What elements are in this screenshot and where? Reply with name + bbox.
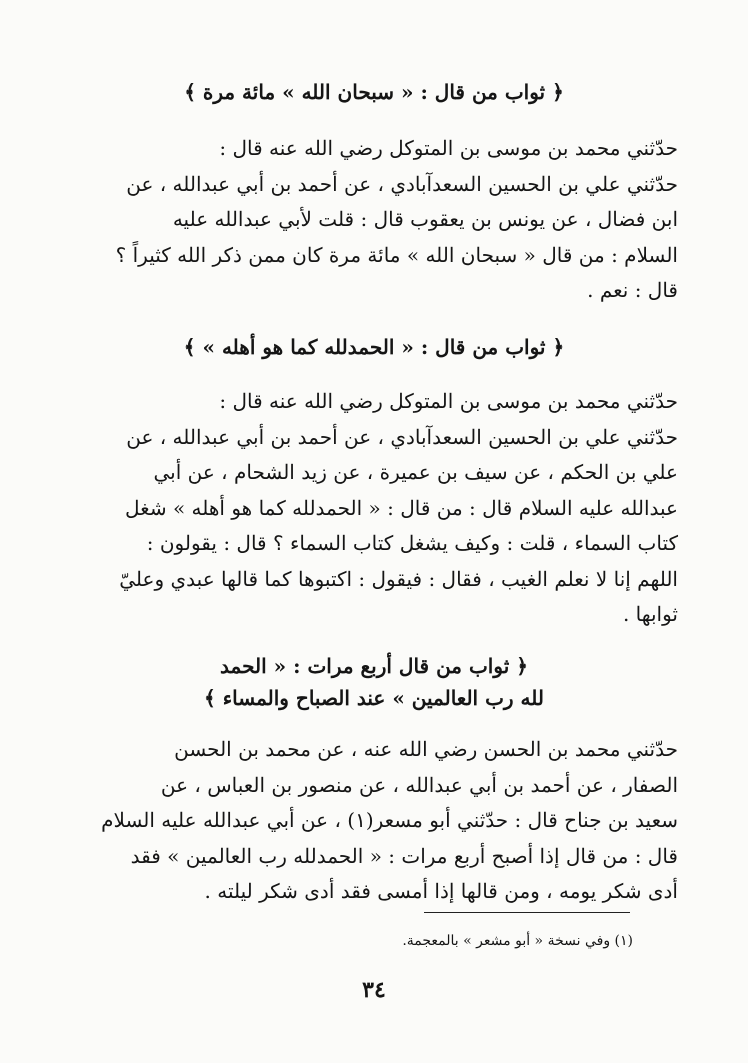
section-heading: ﴿ ثواب من قال : « سبحان الله » مائة مرة ﴾ [184,80,564,104]
body-line: حدّثني علي بن الحسين السعدآبادي ، عن أحمد بن أبي عبدالله ، عن [126,171,678,196]
body-line: قال : نعم . [587,278,678,302]
heading-line: لله رب العالمين » عند الصباح والمساء ﴾ [204,686,544,710]
section-heading [70,650,678,714]
body-line: ابن فضال ، عن يونس بن يعقوب قال : قلت لأبي عبدالله عليه [172,207,678,231]
body-line: الصفار ، عن أحمد بن أبي عبدالله ، عن منصور بن العباس ، عن [160,772,678,797]
section-tasbih [70,76,678,309]
body-line: حدّثني محمد بن موسى بن المتوكل رضي الله عنه قال : [219,389,678,413]
section-hamd-ahl [70,331,678,633]
body-line: كتاب السماء ، قلت : وكيف يشغل كتاب السماء ؟ قال : يقولون : [146,531,678,555]
body-line: أدى شكر يومه ، ومن قالها إذا أمسى فقد أدى شكر ليلته . [204,879,678,903]
body-line: ثوابها . [622,602,678,626]
heading-line: ﴿ ثواب من قال أربع مرات : « الحمد [220,654,528,678]
section-body [70,131,678,309]
section-body [70,384,678,633]
body-line: اللهم إنا لا نعلم الغيب ، فقال : فيقول : اكتبوها كما قالها عبدي وعليّ [119,566,678,591]
footnote: (١) وفي نسخة « أبو مشعر » بالمعجمة. [402,933,633,949]
body-line: سعيد بن جناح قال : حدّثني أبو مسعر(١) ، عن أبي عبدالله عليه السلام [101,808,678,832]
body-line: حدّثني محمد بن موسى بن المتوكل رضي الله عنه قال : [219,136,678,160]
body-line: قال : من قال إذا أصبح أربع مرات : « الحمدلله رب العالمين » فقد [130,843,678,868]
body-line: السلام : من قال « سبحان الله » مائة مرة كان ممن ذكر الله كثيراً ؟ [115,242,678,267]
body-line: علي بن الحكم ، عن سيف بن عميرة ، عن زيد الشحام ، عن أبي [153,460,678,484]
section-hamd-four [70,650,678,910]
section-body [70,732,678,910]
body-line: عبدالله عليه السلام قال : من قال : « الحمدلله كما هو أهله » شغل [125,495,678,520]
footnote-rule [424,912,630,913]
body-line: حدّثني علي بن الحسين السعدآبادي ، عن أحمد بن أبي عبدالله ، عن [126,424,678,449]
page-number: ٣٤ [362,977,386,1003]
body-line: حدّثني محمد بن الحسن رضي الله عنه ، عن محمد بن الحسن [174,737,678,761]
section-heading: ﴿ ثواب من قال : « الحمدلله كما هو أهله » ﴾ [183,335,565,359]
